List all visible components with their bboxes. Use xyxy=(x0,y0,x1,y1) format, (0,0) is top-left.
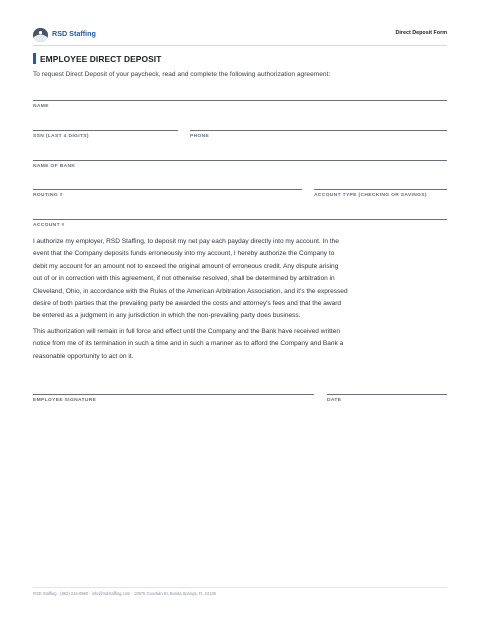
authorization-line: Cleveland, Ohio, in accordance with the Rules of the American Arbitration Association, and it's the expressed xyxy=(33,287,348,295)
routing-line xyxy=(33,189,302,190)
footer-contact: RSD Staffing · (863) 216-8960 · info@rsdstaffing.com · 10575 Goodwin St, Bonita Springs, FL 34135 xyxy=(33,591,216,596)
intro-text: To request Direct Deposit of your paycheck, read and complete the following authorization agreement: xyxy=(33,71,331,78)
phone-label: PHONE xyxy=(190,134,210,139)
authorization-line: desire of both parties that the prevailing party be awarded the costs and attorney's fees and that the award xyxy=(33,300,342,308)
date-label: DATE xyxy=(327,398,342,403)
header-divider xyxy=(33,45,447,46)
brand-name: RSD Staffing xyxy=(52,29,96,38)
form-name: Direct Deposit Form xyxy=(395,30,447,36)
termination-line: This authorization will remain in full force and effect until the Company and the Bank have received written xyxy=(33,328,341,335)
account-type-label: ACCOUNT TYPE (CHECKING OR SAVINGS) xyxy=(314,193,427,198)
signature-label: EMPLOYEE SIGNATURE xyxy=(33,398,97,403)
footer-divider xyxy=(33,587,447,588)
page-title: EMPLOYEE DIRECT DEPOSIT xyxy=(40,54,162,64)
authorization-line: debit my account for an amount not to exceed the original amount of erroneous credit. Any dispute arising xyxy=(33,262,339,270)
signature-line xyxy=(33,394,314,395)
name-line xyxy=(33,100,447,101)
title-accent-bar xyxy=(33,53,36,64)
staffing-logo-icon xyxy=(33,28,48,42)
account-label: ACCOUNT # xyxy=(33,223,65,228)
termination-line: reasonable opportunity to act on it. xyxy=(33,352,134,360)
account-type-line xyxy=(314,189,447,190)
authorization-line: I authorize my employer, RSD Staffing, to deposit my net pay each payday directly into my account. In the xyxy=(33,238,339,245)
authorization-line: be entered as a judgment in any jurisdiction in which the non-prevailing party does business. xyxy=(33,312,301,320)
termination-line: notice from me of its termination in such a time and in such a manner as to afford the Company and Bank a xyxy=(33,340,344,348)
routing-label: ROUTING # xyxy=(33,193,63,198)
bank-label: NAME OF BANK xyxy=(33,164,76,169)
authorization-line: out of or in correction with this agreement, if not otherwise resolved, shall be determined by arbitration in xyxy=(33,275,335,283)
ssn-line xyxy=(33,130,178,131)
date-line xyxy=(327,394,447,395)
page-header xyxy=(33,28,447,44)
authorization-paragraph xyxy=(33,236,447,323)
name-label: NAME xyxy=(33,104,49,109)
bank-line xyxy=(33,160,447,161)
authorization-line: event that the Company deposits funds erroneously into my account, I hereby authorize the Company to xyxy=(33,250,335,258)
ssn-label: SSN (LAST 4 DIGITS) xyxy=(33,134,89,139)
termination-paragraph xyxy=(33,326,447,363)
phone-line xyxy=(190,130,447,131)
account-line xyxy=(33,219,447,220)
